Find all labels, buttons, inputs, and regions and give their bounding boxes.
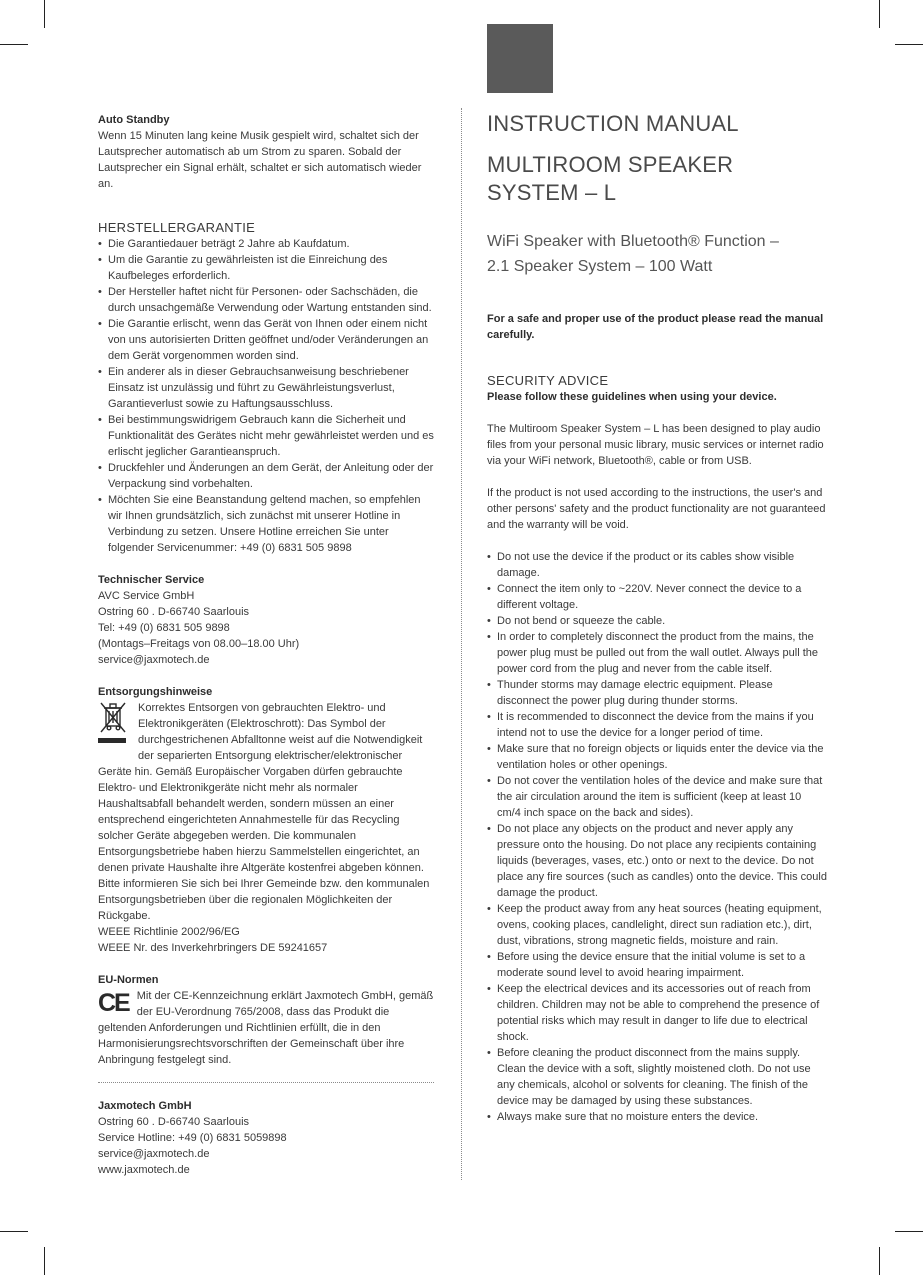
warning-paragraph: If the product is not used according to the instructions, the user's and other persons' safety and the product functionality are not guaranteed and the warranty will be void. (487, 487, 826, 531)
list-item: • Möchten Sie eine Beanstandung geltend machen, so empfehlen wir Ihnen grundsätzlich, sich zunächst mit unserer Hotline in Verbindung zu setzen. Unsere Hotline erreichen Sie unter folgender Servicenummer: +49 (0) 6831 505 9898 (98, 492, 436, 556)
list-item: • Bei bestimmungswidrigem Gebrauch kann die Sicherheit und Funktionalität des Gerätes nicht mehr gewährleistet werden und es erlischt jeglicher Garantieanspruch. (98, 412, 436, 460)
security-subheading: Please follow these guidelines when using your device. (487, 391, 777, 403)
list-item: • Keep the electrical devices and its accessories out of reach from children. Children may not be able to comprehend the presence of potential risks which may result in danger to life due to electrical shock. (487, 981, 827, 1045)
list-item: • In order to completely disconnect the product from the mains, the power plug must be pulled out from the wall outlet. Always pull the power cord from the plug and never from the cable itself. (487, 629, 827, 677)
crop-mark (895, 44, 923, 45)
manual-title: INSTRUCTION MANUAL (487, 111, 739, 136)
list-item: • Thunder storms may damage electric equipment. Please disconnect the power plug during thunder storms. (487, 677, 827, 709)
list-item: • Die Garantie erlischt, wenn das Gerät von Ihnen oder einem nicht von uns autorisierten Dritten geöffnet und/oder Veränderungen an dem Gerät vorgenommen worden sind. (98, 316, 436, 364)
company-heading: Jaxmotech GmbH (98, 1100, 192, 1112)
disposal-heading: Entsorgungshinweise (98, 686, 213, 698)
left-column (98, 112, 436, 1178)
list-item: • Keep the product away from any heat sources (heating equipment, ovens, cooking places, candlelight, direct sun radiation etc.), dirt, dust, vibrations, strong magnetic fields, moisture and rain. (487, 901, 827, 949)
list-item: • Do not use the device if the product or its cables show visible damage. (487, 549, 827, 581)
list-item: • Um die Garantie zu gewährleisten ist die Einreichung des Kaufbeleges erforderlich. (98, 252, 436, 284)
intro-text: For a safe and proper use of the product please read the manual carefully. (487, 313, 824, 341)
list-item: • Die Garantiedauer beträgt 2 Jahre ab Kaufdatum. (98, 236, 436, 252)
security-list (487, 549, 827, 1125)
column-divider (461, 108, 462, 1180)
list-item: • Ein anderer als in dieser Gebrauchsanweisung beschriebener Einsatz ist unzulässig und führt zu Gewährleistungsverlust, Garantieverlust sowie zu Haftungsausschluss. (98, 364, 436, 412)
company-line: Service Hotline: +49 (0) 6831 5059898 (98, 1132, 287, 1144)
crossed-bin-icon (98, 700, 134, 753)
subtitle-line-1: WiFi Speaker with Bluetooth® Function – (487, 233, 779, 250)
list-item: • Always make sure that no moisture enters the device. (487, 1109, 827, 1125)
auto-standby-heading: Auto Standby (98, 114, 170, 126)
service-line: Tel: +49 (0) 6831 505 9898 (98, 622, 230, 634)
disposal-block (98, 700, 436, 924)
crop-mark (879, 0, 880, 28)
company-website: www.jaxmotech.de (98, 1164, 190, 1176)
eu-text: Mit der CE-Kennzeichnung erklärt Jaxmotech GmbH, gemäß der EU-Verordnung 765/2008, dass das Produkt die geltenden Anforderungen und Richtlinien erfüllt, die in den Harmonisierungsrechtsvorschriften der Gemeinschaft über ihre Anbringung festgelegt sind. (98, 990, 434, 1066)
crop-mark (0, 44, 28, 45)
list-item: • Before using the device ensure that the initial volume is set to a moderate sound level to avoid hearing impairment. (487, 949, 827, 981)
service-line: AVC Service GmbH (98, 590, 195, 602)
crop-mark (44, 0, 45, 28)
product-title: MULTIROOM SPEAKER SYSTEM – L (487, 152, 734, 205)
service-heading: Technischer Service (98, 574, 205, 586)
disposal-text: Korrektes Entsorgen von gebrauchten Elektro- und Elektronikgeräten (Elektroschrott): Das Symbol der durchgestrichenen Abfalltonne weist auf die Notwendigkeit der separierten Entsorgung elektrischer/elektronischer Geräte hin. Gemäß Europäischer Vorgaben dürfen gebrauchte Elektro- und Elektronikgeräte nicht mehr als normaler Haushaltsabfall behandelt werden, sondern müssen an einer entsprechend eingerichteten Annahmestelle für das Recycling solcher Geräte abgegeben werden. Die kommunalen Entsorgungsbetriebe haben hierzu Sammelstellen eingerichtet, an denen private Haushalte ihre Altgeräte kostenfrei abgeben können. Bitte informieren Sie sich bei Ihrer Gemeinde bzw. den kommunalen Entsorgungsbetrieben über die regionalen Möglichkeiten der Rückgabe. (98, 702, 430, 922)
list-item: • Before cleaning the product disconnect from the mains supply. Clean the device with a soft, slightly moistened cloth. Do not use any chemicals, alcohol or solvents for cleaning. The finish of the device may be damaged by using these substances. (487, 1045, 827, 1109)
list-item: • Do not bend or squeeze the cable. (487, 613, 827, 629)
list-item: • Do not cover the ventilation holes of the device and make sure that the air circulation around the item is sufficient (keep at least 10 cm/4 inch space on the back and sides). (487, 773, 827, 821)
language-tab-marker (487, 24, 553, 93)
warranty-list (98, 236, 436, 556)
service-line: (Montags–Freitags von 08.00–18.00 Uhr) (98, 638, 300, 650)
list-item: • Make sure that no foreign objects or liquids enter the device via the ventilation holes or other openings. (487, 741, 827, 773)
warranty-heading: HERSTELLERGARANTIE (98, 220, 256, 235)
weee-number: WEEE Nr. des Inverkehrbringers DE 59241657 (98, 942, 328, 954)
eu-heading: EU-Normen (98, 974, 159, 986)
subtitle-line-2: 2.1 Speaker System – 100 Watt (487, 258, 713, 275)
company-email: service@jaxmotech.de (98, 1148, 210, 1160)
list-item: • It is recommended to disconnect the device from the mains if you intend not to use the device for a longer period of time. (487, 709, 827, 741)
crop-mark (879, 1247, 880, 1275)
auto-standby-text: Wenn 15 Minuten lang keine Musik gespielt wird, schaltet sich der Lautsprecher automatisch ab um Strom zu sparen. Sobald der Lautsprecher ein Signal erhält, schaltet er sich automatisch wieder an. (98, 130, 422, 190)
company-line: Ostring 60 . D-66740 Saarlouis (98, 1116, 250, 1128)
list-item: • Do not place any objects on the product and never apply any pressure onto the housing. Do not place any recipients containing liquids (beverages, vases, etc.) onto or next to the device. Do not place any fire sources (such as candles) onto the device. This could damage the product. (487, 821, 827, 901)
crop-mark (0, 1231, 28, 1232)
service-email: service@jaxmotech.de (98, 654, 210, 666)
ce-mark-icon: CE (98, 989, 129, 1017)
crop-mark (895, 1231, 923, 1232)
weee-directive: WEEE Richtlinie 2002/96/EG (98, 926, 240, 938)
list-item: • Connect the item only to ~220V. Never connect the device to a different voltage. (487, 581, 827, 613)
eu-block (98, 988, 436, 1068)
list-item: • Der Hersteller haftet nicht für Personen- oder Sachschäden, die durch unsachgemäße Verwendung oder Wartung entstanden sind. (98, 284, 436, 316)
right-column (487, 110, 827, 1125)
security-heading: SECURITY ADVICE (487, 373, 609, 388)
intro-paragraph: The Multiroom Speaker System – L has been designed to play audio files from your personal music library, music services or internet radio via your WiFi network, Bluetooth®, cable or from USB. (487, 423, 824, 467)
list-item: • Druckfehler und Änderungen an dem Gerät, der Anleitung oder der Verpackung sind vorbehalten. (98, 460, 436, 492)
crop-mark (44, 1247, 45, 1275)
service-line: Ostring 60 . D-66740 Saarlouis (98, 606, 250, 618)
